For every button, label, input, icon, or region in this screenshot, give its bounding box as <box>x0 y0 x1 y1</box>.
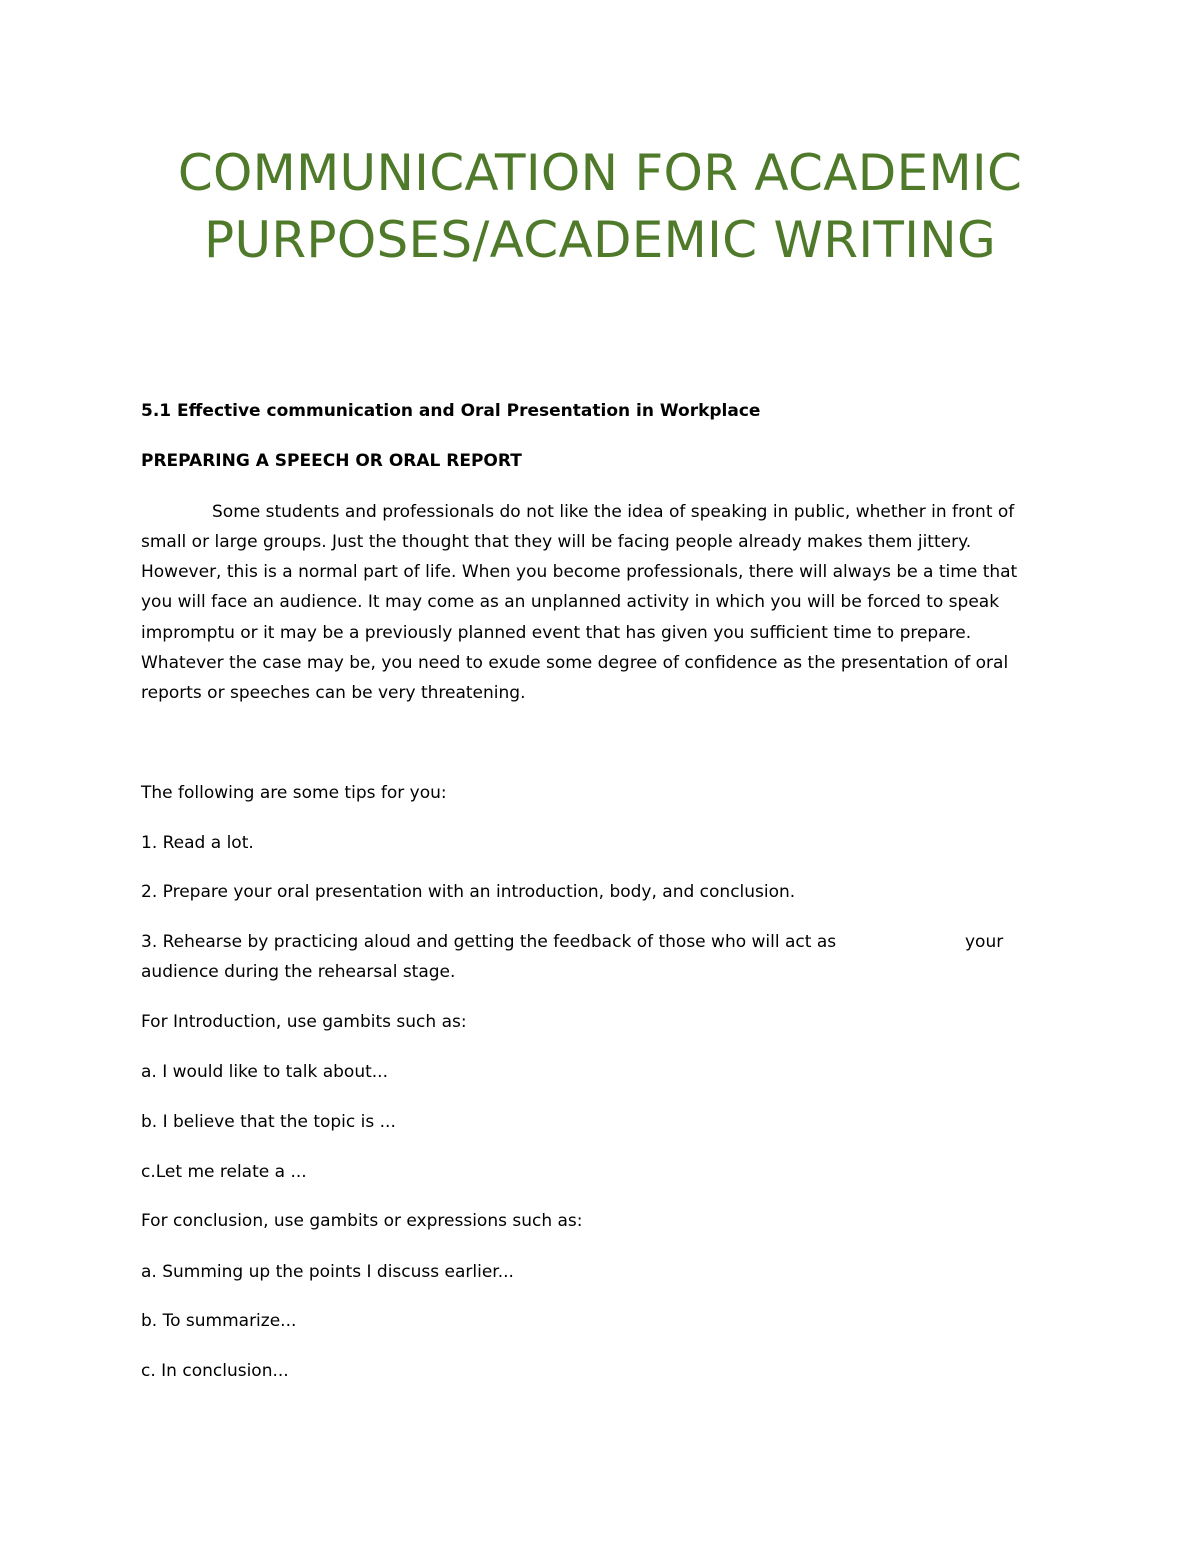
paragraph-line: reports or speeches can be very threatening. <box>141 683 526 703</box>
tip-item: 2. Prepare your oral presentation with an introduction, body, and conclusion. <box>141 882 796 902</box>
gambit-item: b. I believe that the topic is ... <box>141 1112 396 1132</box>
paragraph-line: Whatever the case may be, you need to exude some degree of confidence as the presentation of oral <box>141 653 1009 673</box>
gambit-item: c.Let me relate a ... <box>141 1162 307 1182</box>
gambit-item: a. Summing up the points I discuss earlier... <box>141 1262 514 1282</box>
gambit-item: a. I would like to talk about... <box>141 1062 388 1082</box>
tip-item-continuation: your <box>965 932 1004 952</box>
conclusion-gambits-heading: For conclusion, use gambits or expressions such as: <box>141 1211 583 1231</box>
subheading: PREPARING A SPEECH OR ORAL REPORT <box>141 451 522 471</box>
gambit-item: b. To summarize... <box>141 1311 297 1331</box>
paragraph-line: you will face an audience. It may come as an unplanned activity in which you will be forced to speak <box>141 592 1000 612</box>
paragraph-line: small or large groups. Just the thought that they will be facing people already makes them jittery. <box>141 532 972 552</box>
tip-item: audience during the rehearsal stage. <box>141 962 456 982</box>
paragraph-line: impromptu or it may be a previously planned event that has given you sufficient time to prepare. <box>141 623 972 643</box>
document-title-line-1: COMMUNICATION FOR ACADEMIC <box>177 144 1023 202</box>
section-heading: 5.1 Effective communication and Oral Presentation in Workplace <box>141 401 761 421</box>
paragraph-line: Some students and professionals do not like the idea of speaking in public, whether in front of <box>212 502 1015 522</box>
intro-gambits-heading: For Introduction, use gambits such as: <box>141 1012 467 1032</box>
tip-item: 3. Rehearse by practicing aloud and getting the feedback of those who will act as <box>141 932 837 952</box>
paragraph-line: However, this is a normal part of life. When you become professionals, there will always be a time that <box>141 562 1018 582</box>
gambit-item: c. In conclusion... <box>141 1361 289 1381</box>
tips-intro: The following are some tips for you: <box>141 783 447 803</box>
document-title-line-2: PURPOSES/ACADEMIC WRITING <box>204 211 996 269</box>
tip-item: 1. Read a lot. <box>141 833 254 853</box>
